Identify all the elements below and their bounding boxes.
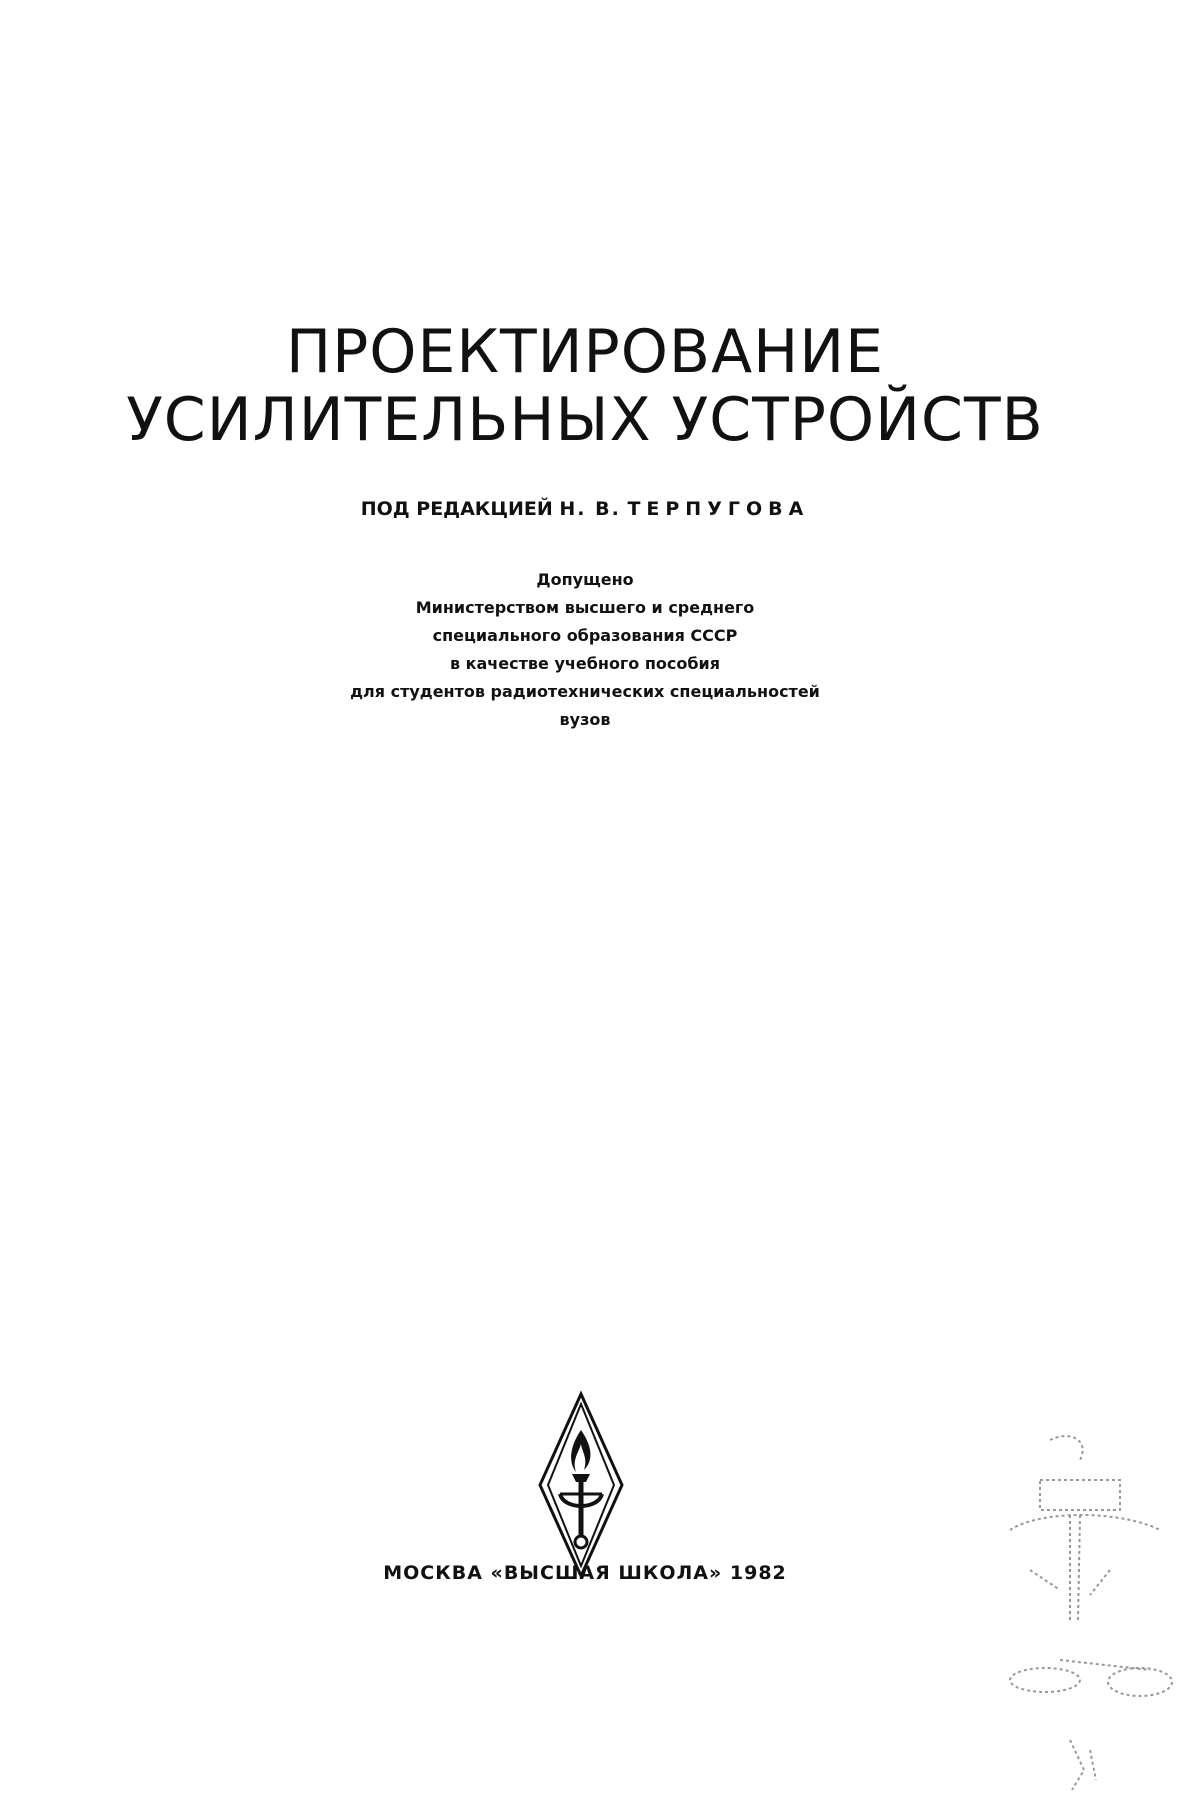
approval-line: для студентов радиотехнических специальностей [350,682,820,701]
book-title-line-2: УСИЛИТЕЛЬНЫХ УСТРОЙСТВ [126,385,1044,455]
approval-line: Министерством высшего и среднего [415,598,755,617]
approval-line: вузов [559,710,611,729]
publisher-imprint: МОСКВА «ВЫСШАЯ ШКОЛА» 1982 [383,1562,787,1584]
editor-prefix: ПОД РЕДАКЦИЕЙ [360,498,553,520]
editor-line [0,498,1185,520]
approval-line: в качестве учебного пособия [449,654,721,673]
approval-block [0,566,1185,734]
book-title-line-1: ПРОЕКТИРОВАНИЕ [285,317,885,387]
editor-initials: Н. В. [559,498,621,520]
library-stamp-icon [1000,1420,1180,1800]
publisher-logo-diamond-icon [536,1390,626,1580]
editor-surname: ТЕРПУГОВА [627,498,810,520]
approval-line: специального образования СССР [432,626,738,645]
approval-line: Допущено [536,570,634,589]
